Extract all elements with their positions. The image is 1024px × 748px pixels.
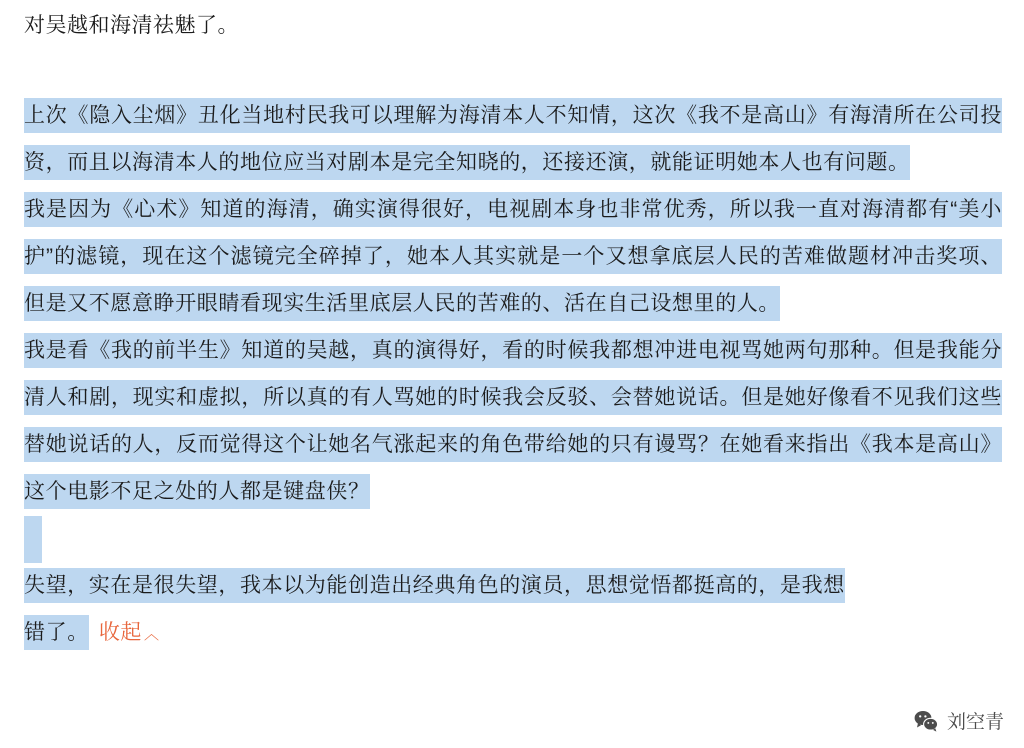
- paragraph-3-text: 我是看《我的前半生》知道的吴越，真的演得好，看的时候我都想冲进电视骂她两句那种。但是我能分清人和剧，现实和虚拟，所以真的有人骂她的时候我会反驳、会替她说话。但是她好像看不见我们这些替她说话的人，反而觉得这个让她名气涨起来的角色带给她的只有谩骂？在她看来指出《我本是高山》这个电影不足之处的人都是键盘侠？: [24, 333, 1002, 509]
- collapse-row: [24, 609, 1002, 658]
- chevron-up-icon: ︿: [144, 626, 160, 643]
- paragraph-4: [24, 562, 1002, 609]
- paragraph-2-text: 我是因为《心术》知道的海清，确实演得很好，电视剧本身也非常优秀，所以我一直对海清都有“美小护”的滤镜，现在这个滤镜完全碎掉了，她本人其实就是一个又想拿底层人民的苦难做题材冲击奖项、但是又不愿意睁开眼睛看现实生活里底层人民的苦难的、活在自己设想里的人。: [24, 192, 1002, 321]
- article-body: [0, 92, 1024, 658]
- paragraph-spacer: [24, 515, 1002, 562]
- paragraph-spacer-highlight: [24, 516, 42, 563]
- paragraph-1: [24, 92, 1002, 186]
- paragraph-2: [24, 186, 1002, 327]
- collapse-button-label: 收起: [98, 621, 143, 644]
- last-line-prefix: 错了。: [24, 615, 89, 650]
- paragraph-4-text: 失望，实在是很失望，我本以为能创造出经典角色的演员，思想觉悟都挺高的，是我想: [24, 568, 845, 603]
- paragraph-1-text: 上次《隐入尘烟》丑化当地村民我可以理解为海清本人不知情，这次《我不是高山》有海清所在公司投资，而且以海清本人的地位应当对剧本是完全知晓的，还接还演，就能证明她本人也有问题。: [24, 98, 1002, 180]
- wechat-icon: [913, 708, 939, 734]
- paragraph-3: [24, 327, 1002, 515]
- collapse-button[interactable]: [99, 621, 160, 644]
- footer-account-name: 刘空青: [946, 712, 1004, 733]
- intro-line: 对吴越和海清祛魅了。: [24, 14, 239, 37]
- footer-brand[interactable]: [913, 707, 1004, 734]
